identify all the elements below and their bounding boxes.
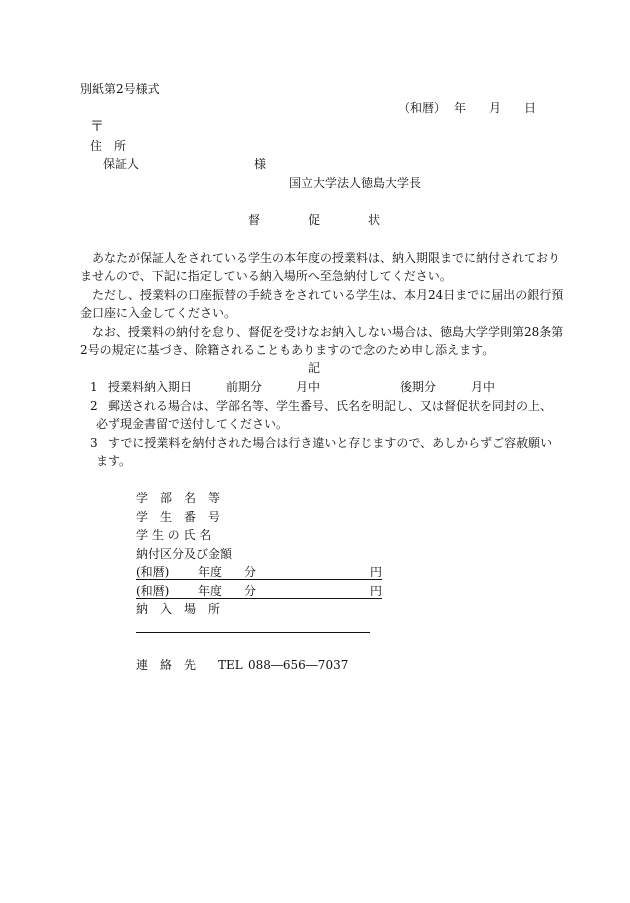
student-name-label: 学 生 の 氏 名: [136, 528, 212, 542]
amount-row-term: 分: [244, 565, 257, 579]
body-p2-line2: 金口座に入金してください。: [80, 306, 237, 320]
date-month: 月: [489, 101, 502, 115]
amount-row-yen: 円: [370, 565, 383, 579]
issuer: 国立大学法人徳島大学長: [289, 176, 422, 190]
amount-row-era: (和暦): [136, 565, 170, 579]
address-label: 住 所: [90, 139, 127, 153]
body-p1-line2: ませんので、下記に指定している納入場所へ至急納付してください。: [80, 269, 452, 283]
amount-row-underline: [136, 598, 382, 599]
item-1-text: 授業料納入期日: [108, 380, 193, 394]
honorific: 様: [254, 157, 267, 171]
item-1-second-term: 後期分: [400, 380, 437, 394]
item-2-line1: 郵送される場合は、学部名等、学生番号、氏名を明記し、又は督促状を同封の上、: [108, 399, 553, 413]
amount-row-year: 年度: [198, 584, 223, 598]
item-3-line1: すでに授業料を納付された場合は行き違いと存じますので、あしからずご容赦願い: [108, 436, 553, 450]
date-day: 日: [524, 101, 537, 115]
postal-mark: 〒: [90, 119, 104, 135]
amount-row-underline: [136, 579, 382, 580]
body-p2-line1: ただし、授業料の口座振替の手続きをされている学生は、本月24日までに届出の銀行預: [80, 288, 564, 302]
item-2-line2: 必ず現金書留で送付してください。: [96, 417, 289, 431]
item-1-number: 1: [90, 380, 98, 394]
form-number: 別紙第2号様式: [80, 82, 160, 96]
body-p3-line1: なお、授業料の納付を怠り、督促を受けなお納入しない場合は、徳島大学学則第28条第: [80, 325, 564, 339]
guarantor-label: 保証人: [103, 157, 140, 171]
payment-type-label: 納付区分及び金額: [136, 547, 233, 561]
body-p3-line2: 2号の規定に基づき、除籍されることもありますので念のため申し添えます。: [80, 343, 495, 357]
amount-row-year: 年度: [198, 565, 223, 579]
date-year: 年: [454, 101, 467, 115]
contact-label: 連 絡 先: [136, 658, 197, 672]
amount-row-term: 分: [244, 584, 257, 598]
date-era: （和暦）: [398, 101, 447, 115]
amount-row-yen: 円: [370, 584, 383, 598]
item-1-second-month: 月中: [471, 380, 496, 394]
item-3-number: 3: [90, 436, 98, 450]
place-underline: [136, 632, 370, 633]
student-number-label: 学 生 番 号: [136, 510, 221, 524]
body-p1-line1: あなたが保証人をされている学生の本年度の授業料は、納入期限までに納付されており: [80, 251, 561, 265]
item-3-line2: ます。: [96, 454, 132, 468]
item-2-number: 2: [90, 399, 98, 413]
item-1-first-month: 月中: [296, 380, 321, 394]
ki-heading: 記: [308, 361, 321, 375]
amount-row-era: (和暦): [136, 584, 170, 598]
tel-number: 088―656―7037: [248, 658, 349, 672]
document-title: 督 促 状: [248, 213, 381, 227]
faculty-label: 学 部 名 等: [136, 491, 221, 505]
place-label: 納 入 場 所: [136, 602, 221, 616]
item-1-first-term: 前期分: [226, 380, 263, 394]
tel-label: TEL: [218, 658, 243, 672]
